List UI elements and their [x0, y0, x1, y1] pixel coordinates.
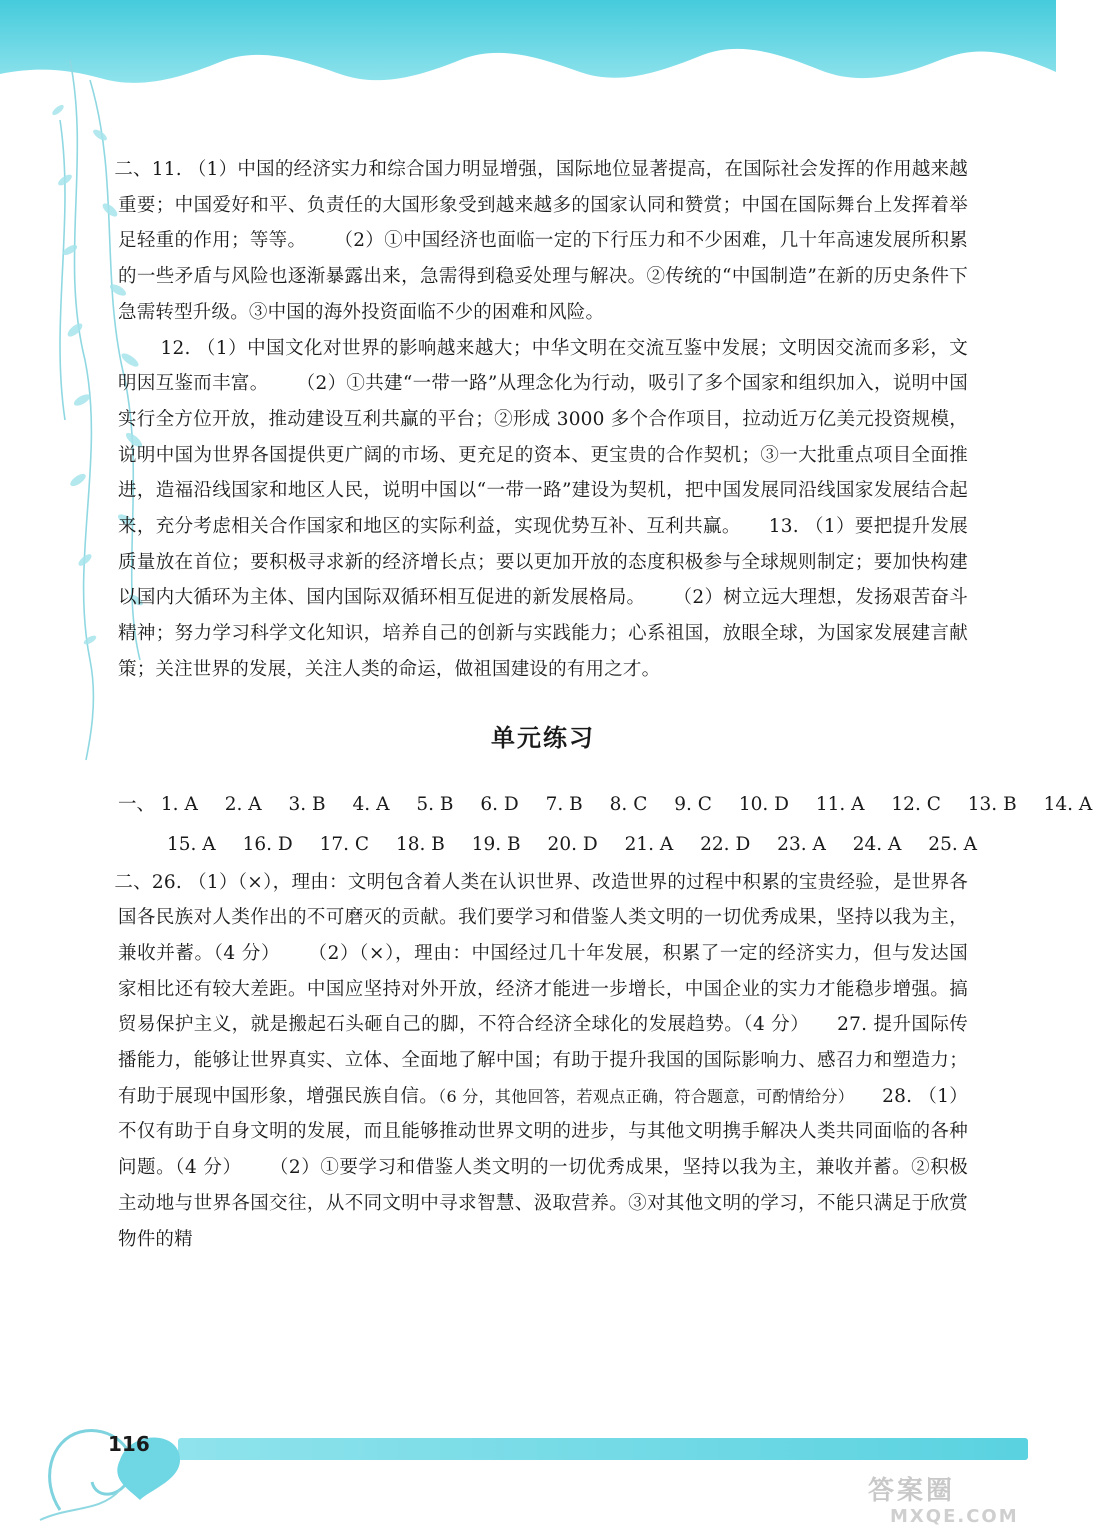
answer-q11: [114, 152, 968, 331]
choice-answers: [118, 785, 1093, 865]
choice-answer: 16. D: [242, 833, 293, 855]
answer-q12-q13: [118, 331, 968, 688]
choice-answer: 13. B: [967, 793, 1017, 815]
answer-q26-part1: 二、26. （1）（×），理由：文明包含着人类在认识世界、改造世界的过程中积累的宝贵经验，是世界各国各民族对人类作出的不可磨灭的贡献。我们要学习和借鉴人类文明的一切优秀成果，坚持以我为主，兼收并蓄。（4 分）: [114, 871, 968, 964]
choice-answer: 7. B: [545, 793, 583, 815]
choice-answer: 17. C: [319, 833, 370, 855]
choice-answer: 20. D: [547, 833, 598, 855]
choice-answer: 11. A: [815, 793, 865, 815]
answer-q13-part1: 13. （1）要把提升发展质量放在首位；要积极寻求新的经济增长点；要以更加开放的态度积极参与全球规则制定；要加快构建以国内大循环为主体、国内国际双循环相互促进的新发展格局。: [118, 516, 968, 609]
choice-answer: 23. A: [777, 833, 826, 855]
choice-answer: 22. D: [700, 833, 751, 855]
answer-q26-part2: （2）（×），理由：中国经过几十年发展，积累了一定的经济实力，但与发达国家相比还有较大差距。中国应坚持对外开放，经济才能进一步增长，中国企业的实力才能稳步增强。搞贸易保护主义，就是搬起石头砸自己的脚，不符合经济全球化的发展趋势。（4 分）: [118, 942, 968, 1036]
choice-answers-row-1: [118, 785, 1093, 825]
answer-q27: 27. 提升国际传播能力，能够让世界真实、立体、全面地了解中国；有助于提升我国的国际影响力、感召力和塑造力；有助于展现中国形象，增强民族自信。: [118, 1014, 968, 1107]
choice-answer: 8. C: [609, 793, 648, 815]
choice-answer: 9. C: [674, 793, 712, 815]
answer-q28-part2: （2）①要学习和借鉴人类文明的一切优秀成果，坚持以我为主，兼收并蓄。②积极主动地与世界各国交往，从不同文明中寻求智慧、汲取营养。③对其他文明的学习，不能只满足于欣赏物件的精: [118, 1157, 968, 1250]
answer-q12-part2: （2）①共建“一带一路”从理念化为行动，吸引了多个国家和组织加入，说明中国实行全方位开放，推动建设互利共赢的平台；②形成 3000 多个合作项目，拉动近万亿美元投资规模，说明中国为世界各国提供更广阔的市场、更充足的资本、更宝贵的合作契机；③一大批重点项目全面推进，造福沿线国家和地区人民，说明中国以“一带一路”建设为契机，把中国发展同沿线国家发展结合起来，充分考虑相关合作国家和地区的实际利益，实现优势互补、互利共赢。: [118, 373, 968, 538]
page-number: 116: [108, 1432, 150, 1456]
choice-answer: 2. A: [224, 793, 262, 815]
choice-answer: 5. B: [416, 793, 454, 815]
choice-answer: 1. A: [160, 793, 198, 815]
answer-q27-note: （6 分，其他回答，若观点正确，符合题意，可酌情给分）: [438, 1086, 855, 1106]
answer-q11-part2: （2）①中国经济也面临一定的下行压力和不少困难，几十年高速发展所积累的一些矛盾与风险也逐渐暴露出来，急需得到稳妥处理与解决。②传统的“中国制造”在新的历史条件下急需转型升级。③中国的海外投资面临不少的困难和风险。: [118, 230, 968, 323]
choice-answer: 6. D: [480, 793, 519, 815]
answer-q12-part1: 12. （1）中国文化对世界的影响越来越大；中华文明在交流互鉴中发展；文明因交流而多彩，文明因互鉴而丰富。: [118, 337, 968, 395]
choice-answer: 12. C: [891, 793, 941, 815]
choice-answer: 15. A: [167, 833, 216, 855]
choice-answers-row-2: [118, 825, 977, 865]
answer-q28-part1: 28. （1）不仅有助于自身文明的发展，而且能够推动世界文明的进步，与其他文明携手解决人类共同面临的各种问题。（4 分）: [118, 1085, 969, 1179]
choice-answer: 25. A: [928, 833, 977, 855]
answer-q11-part1: 二、11. （1）中国的经济实力和综合国力明显增强，国际地位显著提高，在国际社会发挥的作用越来越重要；中国爱好和平、负责任的大国形象受到越来越多的国家认同和赞赏；中国在国际舞台上发挥着举足轻重的作用；等等。: [114, 159, 968, 252]
unit-exercise-title: 单元练习: [491, 723, 595, 752]
choice-answer: 4. A: [352, 793, 390, 815]
watermark-logo: 答案圈: [868, 1476, 956, 1506]
choice-prefix: 一、: [118, 793, 156, 815]
answer-content: [114, 152, 1093, 1257]
answer-q13-part2: （2）树立远大理想，发扬艰苦奋斗精神；努力学习科学文化知识，培养自己的创新与实践能力；心系祖国，放眼全球，为国家发展建言献策；关注世界的发展，关注人类的命运，做祖国建设的有用之才。: [118, 587, 968, 680]
choice-answer: 19. B: [471, 833, 521, 855]
choice-answer: 14. A: [1043, 793, 1093, 815]
choice-answer: 18. B: [395, 833, 445, 855]
choice-answer: 24. A: [852, 833, 902, 855]
choice-answer: 21. A: [624, 833, 674, 855]
answer-q26-q28: [114, 865, 969, 1258]
watermark-url: MXQE.COM: [890, 1506, 1019, 1527]
choice-answer: 3. B: [288, 793, 326, 815]
choice-answer: 10. D: [738, 793, 789, 815]
